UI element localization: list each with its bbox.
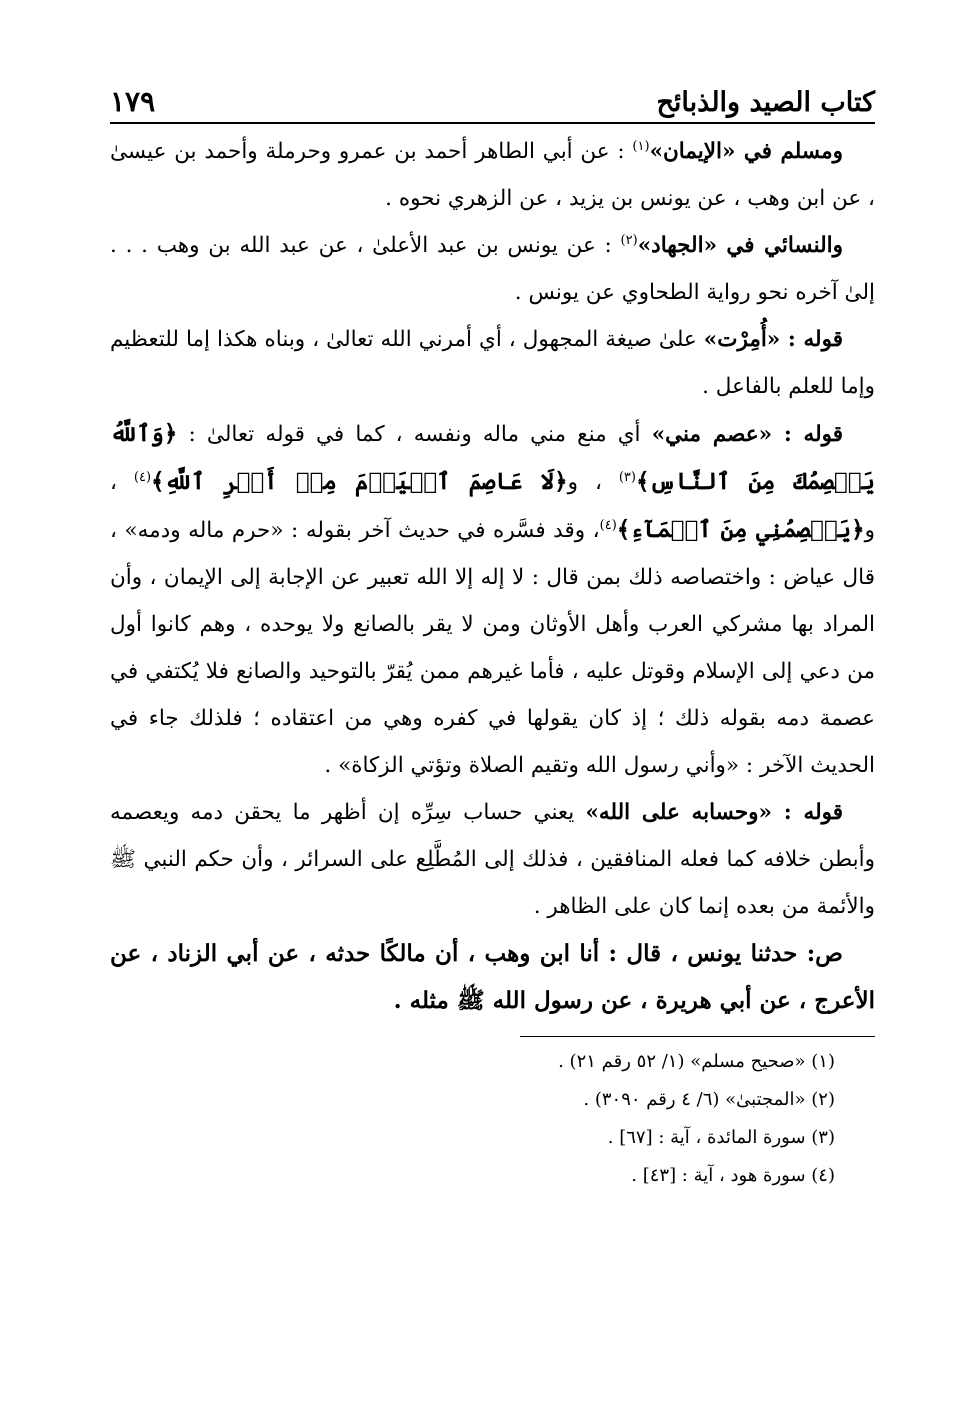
page-number: ١٧٩ [110,85,156,118]
chapter-title: كتاب الصيد والذبائح [656,87,875,118]
book-page [110,70,875,1195]
paragraph-text: ص: حدثنا يونس ، قال : أنا ابن وهب ، أن مالكًا حدثه ، عن أبي الزناد ، عن الأعرج ، عن أبي هريرة ، عن رسول الله ﷺ مثله . [110,940,875,1014]
paragraph-umirt [110,316,875,410]
paragraph-text: : عن يونس بن عبد الأعلىٰ ، عن عبد الله بن وهب . . . إلىٰ آخره نحو رواية الطحاوي عن يونس . [110,233,875,305]
footnote-separator [520,1036,875,1037]
footnote-ref: (١) [632,138,650,154]
bold-lead: قوله : «أُمِرْت» [703,327,843,352]
paragraph-muslim [110,128,875,222]
footnote-ref: (٣) [618,469,636,485]
paragraph-text: علىٰ صيغة المجهول ، أي أمرني الله تعالىٰ ، وبناه هكذا إما للتعظيم وإما للعلم بالفاعل . [110,327,875,399]
footnote-ref: (٢) [620,232,638,248]
bold-lead: ومسلم في «الإيمان» [649,139,843,164]
footnote-item: (٣) سورة المائدة ، آية : [٦٧] . [607,1127,835,1148]
paragraph-hadith-chain [110,930,875,1024]
paragraph-asama [110,410,875,789]
footnote-item: (٢) «المجتبىٰ» (٦/ ٤ رقم ٣٠٩٠) . [583,1089,835,1110]
footnotes [110,1043,875,1195]
page-header [110,70,875,124]
bold-lead: قوله : «عصم مني» [651,422,844,447]
footnote-ref: (٤) [133,469,152,485]
quran-verse: ﴿وَٱللَّهُ يَعۡصِمُكَ مِنَ ٱلنَّاسِ﴾ [110,420,875,495]
separator-text: ، و [110,470,875,543]
quran-verse: ﴿يَعۡصِمُنِي مِنَ ٱلۡمَآءِ﴾ [616,516,865,543]
separator-text: ، و [567,470,602,495]
footnote-ref: (٤) [599,517,617,533]
quran-verse: ﴿لَا عَاصِمَ ٱلۡيَوۡمَ مِنۡ أَمۡرِ ٱللَّهِ﴾ [151,468,568,495]
paragraph-text: يعني حساب سِرِّه إن أظهر ما يحقن دمه ويعصمه وأبطن خلافه كما فعله المنافقين ، فذلك إلى المُطَّلِع على السرائر ، وأن حكم النبي ﷺ والأئمة من بعده إنما كان على الظاهر . [110,800,875,919]
paragraph-hisab [110,789,875,930]
paragraph-text: أي منع مني ماله ونفسه ، كما في قوله تعالىٰ : [188,422,641,447]
footnote-item: (١) «صحيح مسلم» (١/ ٥٢ رقم ٢١) . [558,1051,835,1072]
bold-lead: والنسائي في «الجهاد» [637,233,843,258]
bold-lead: قوله : «وحسابه على الله» [585,800,843,825]
paragraph-text: ، وقد فسَّره في حديث آخر بقوله : «حرم ماله ودمه» ، قال عياض : واختصاصه ذلك بمن قال : لا إله إلا الله تعبير عن الإجابة إلى الإيمان ، وأن المراد بها مشركي العرب وأهل الأوثان ومن لا يقر بالصانع ولا يوحده ، وهم كانوا أول من دعي إلى الإسلام وقوتل عليه ، فأما غيرهم ممن يُقرّ بالتوحيد والصانع فلا يُكتفي في عصمة دمه بقوله ذلك ؛ إذ كان يقولها في كفره وهي من اعتقاده ؛ فلذلك جاء في الحديث الآخر : «وأني رسول الله وتقيم الصلاة وتؤتي الزكاة» . [110,518,875,778]
footnote-item: (٤) سورة هود ، آية : [٤٣] . [631,1165,835,1186]
paragraph-text: : عن أبي الطاهر أحمد بن عمرو وحرملة وأحمد بن عيسىٰ ، عن ابن وهب ، عن يونس بن يزيد ، عن الزهري نحوه . [110,139,875,211]
paragraph-nasai [110,222,875,316]
